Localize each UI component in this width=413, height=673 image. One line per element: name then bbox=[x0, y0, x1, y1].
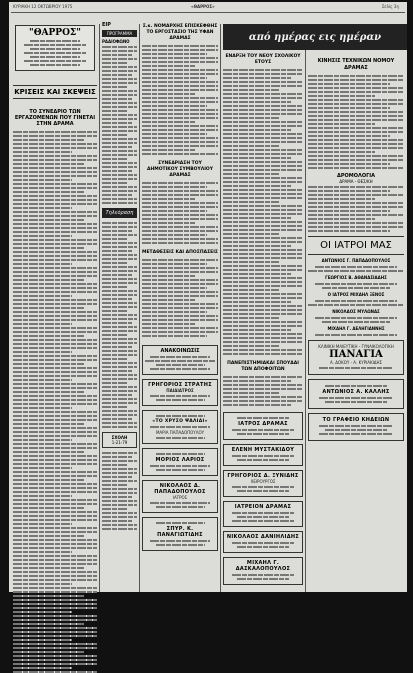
col4-ad-1-name: ΙΑΤΡΟΣ ΔΡΑΜΑΣ bbox=[238, 421, 288, 427]
col3-second-headline: ΣΥΝΕΔΡΙΑΣΗ ΤΟΥ ΔΗΜΟΤΙΚΟΥ ΣΥΜΒΟΥΛΙΟΥ ΔΡΑΜΑΣ bbox=[147, 161, 213, 178]
col4-ad-5 bbox=[223, 531, 303, 553]
col4-ad-2-name: ΕΛΕΝΗ ΜΥΣΤΑΚΙΔΟΥ bbox=[231, 447, 295, 453]
col4-ad-5-name: ΝΙΚΟΛΑΟΣ ΔΑΝΙΗΛΙΔΗΣ bbox=[226, 534, 300, 540]
doctor-ad-3-name: ΣΠΥΡ. Κ. ΠΑΝΑΓΙΩΤΙΔΗΣ bbox=[157, 526, 203, 538]
anakoinosis-ad bbox=[142, 345, 218, 375]
panagia-clinic-ad bbox=[308, 340, 404, 375]
col1-article-headline: ΤΟ ΣΥΝΕΔΡΙΟ ΤΩΝ ΕΡΓΑΖΟΜΕΝΩΝ ΠΟΥ ΓΙΝΕΤΑΙ ΣΤΗΝ ΔΡΑΜΑ bbox=[14, 109, 96, 127]
dromologia-route: ΔΡΑΜΑ - ΘΕΣ/ΚΗ bbox=[339, 179, 373, 184]
section-heading-kriseis: ΚΡΙΣΕΙΣ ΚΑΙ ΣΚΕΨΕΙΣ bbox=[13, 85, 97, 99]
doctor-1-name: ΑΝΤΩΝΙΟΣ Γ. ΠΑΠΑΔΟΠΟΥΛΟΣ bbox=[321, 258, 391, 263]
col4-ad-3-role: ΧΕΙΡΟΥΡΓΟΣ bbox=[250, 479, 276, 484]
header-page-number: Σελίς 3η bbox=[381, 4, 399, 9]
col4-ad-4 bbox=[223, 501, 303, 527]
apo-imera-banner: από ημέρας εις ημέραν bbox=[223, 24, 407, 50]
iatroi-heading: ΟΙ ΙΑΤΡΟΙ ΜΑΣ bbox=[308, 236, 404, 255]
tharros-masthead-box bbox=[15, 25, 95, 71]
col5-bottom-ad-2-name: ΤΟ ΓΡΑΦΕΙΟ ΚΗΔΕΙΩΝ bbox=[322, 417, 390, 423]
doctor-ad-2-role: ΙΑΤΡΟΣ bbox=[172, 495, 188, 500]
grigoriou-name: ΓΡΗΓΟΡΙΟΣ ΣΤΡΑΤΗΣ bbox=[148, 382, 212, 388]
doctor-ad-2-name: ΝΙΚΟΛΑΟΣ Δ. ΠΑΠΑΔΟΠΟΥΛΟΣ bbox=[154, 483, 206, 495]
col4-ad-3 bbox=[223, 470, 303, 497]
col4-headline: ΕΝΑΡΞΗ ΤΟΥ ΝΕΟΥ ΣΧΟΛΙΚΟΥ ΕΤΟΥΣ bbox=[225, 54, 301, 65]
column-1 bbox=[13, 22, 97, 592]
running-header bbox=[9, 2, 407, 11]
header-masthead: «ΘΑΡΡΟΣ» bbox=[191, 4, 215, 9]
television-box: Τηλεόραση bbox=[102, 208, 137, 218]
panagia-clinic-type: ΚΛΙΝΙΚΗ ΜΑΙΕΥΤΙΚΗ - ΓΥΝΑΙΚΟΛΟΓΙΚΗ bbox=[318, 344, 394, 349]
col2-notice-title: ΣΧΟΛΗ bbox=[111, 435, 128, 440]
radio-box-label: ΕΙΡ bbox=[102, 22, 111, 28]
kinisi-headline: ΚΙΝΗΣΙΣ ΤΕΧΝΙΚΩΝ ΝΟΜΟΥ ΔΡΑΜΑΣ bbox=[317, 58, 395, 71]
tharros-title: "ΘΑΡΡΟΣ" bbox=[29, 28, 81, 38]
col4-ad-2 bbox=[223, 444, 303, 466]
header-date: ΚΥΡΙΑΚΗ 12 ΟΚΤΩΒΡΙΟΥ 1975 bbox=[13, 4, 73, 9]
col4-ad-4-name: ΙΑΤΡΕΙΟΝ ΔΡΑΜΑΣ bbox=[234, 504, 292, 510]
col5-bottom-ad-2 bbox=[308, 413, 404, 441]
doctor-5-name: ΜΙΧΑΗΛ Γ. ΔΕΛΗΓΙΑΝΝΗΣ bbox=[327, 326, 385, 331]
column-5 bbox=[308, 54, 404, 592]
col2-notice-number: 1-21-79 bbox=[111, 440, 128, 445]
col4-ad-1 bbox=[223, 412, 303, 440]
panagia-clinic-doctors: Α. ΔΟΚΟΥ - Α. ΚΥΡΙΑΚΙΔΗΣ bbox=[329, 360, 383, 365]
doctor-2-name: ΓΕΩΡΓΙΟΣ Β. ΑΘΑΝΑΣΙΑΔΗΣ bbox=[325, 275, 387, 280]
col4-second-headline: ΠΑΝΕΠΙΣΤΗΜΙΑΚΑΙ ΣΠΟΥΔΑΙ ΤΩΝ ΑΠΟΦΟΙΤΩΝ bbox=[227, 361, 299, 372]
doctor-ad-3 bbox=[142, 517, 218, 551]
radio-program-title: ΠΡΟΓΡΑΜΜΑ bbox=[102, 30, 137, 37]
col4-ad-3-name: ΓΡΗΓΟΡΙΟΣ Δ. ΞΥΝΙΔΗΣ bbox=[227, 473, 299, 479]
col5-bottom-ad-1-name: ΑΝΤΩΝΙΟΣ Α. ΚΑΛΛΗΣ bbox=[322, 389, 390, 395]
panagia-clinic-name: ΠΑΝΑΓΙΑ bbox=[329, 349, 383, 360]
doctor-4-name: ΝΙΚΟΛΑΟΣ ΜΥΛΩΝΑΣ bbox=[332, 309, 380, 314]
col3-third-headline: ΜΕΤΑΘΕΣΕΙΣ ΚΑΙ ΑΠΟΣΠΑΣΕΙΣ bbox=[142, 250, 218, 255]
doctor-3-name: Ο ΙΑΤΡΟΣ ΜΙΧΑΗΛ ΞΕΝΟΣ bbox=[327, 292, 385, 297]
doctor-ad-1-name: ΜΟΡΙΟΣ ΛΑΡΙΟΣ bbox=[155, 457, 205, 463]
newspaper-page-scan bbox=[9, 2, 407, 592]
col4-ad-6 bbox=[223, 557, 303, 585]
col5-bottom-ad-1 bbox=[308, 379, 404, 409]
radio-program-subtitle: ΡΑΔΙΟΦΩΝΟ bbox=[102, 39, 130, 44]
doctor-ad-1 bbox=[142, 448, 218, 476]
aisthitiko-owner: ΜΑΡΙΑ ΠΑΠΑΔΟΠΟΥΛΟΥ bbox=[155, 430, 205, 435]
grigoriou-ad bbox=[142, 379, 218, 406]
aisthitiko-shop: «ΤΟ ΧΡΥΣΟ ΨΑΛΙΔΙ» bbox=[152, 419, 208, 424]
dromologia-title: ΔΡΟΜΟΛΟΓΙΑ bbox=[336, 173, 376, 179]
doctor-ad-2 bbox=[142, 480, 218, 513]
column-3 bbox=[142, 24, 218, 592]
grigoriou-role: ΠΑΙΔΙΑΤΡΟΣ bbox=[166, 388, 194, 393]
col3-top-headline: Σ.κ. ΝΟΜΑΡΧΗΣ ΕΠΙΣΚΕΦΘΗΣ ΤΟ ΕΡΓΟΣΤΑΣΙΟ ΤΗΣ ΥΦΑΝ ΔΡΑΜΑΣ bbox=[142, 24, 218, 41]
aisthitiko-ad bbox=[142, 410, 218, 444]
anakoinosis-title: ΑΝΑΚΟΙΝΩΣΙΣ bbox=[160, 348, 200, 354]
column-2 bbox=[102, 22, 137, 592]
col4-ad-6-name: ΜΙΧΑΗΛ Γ. ΔΑΣΚΑΛΟΠΟΥΛΟΣ bbox=[235, 560, 291, 572]
